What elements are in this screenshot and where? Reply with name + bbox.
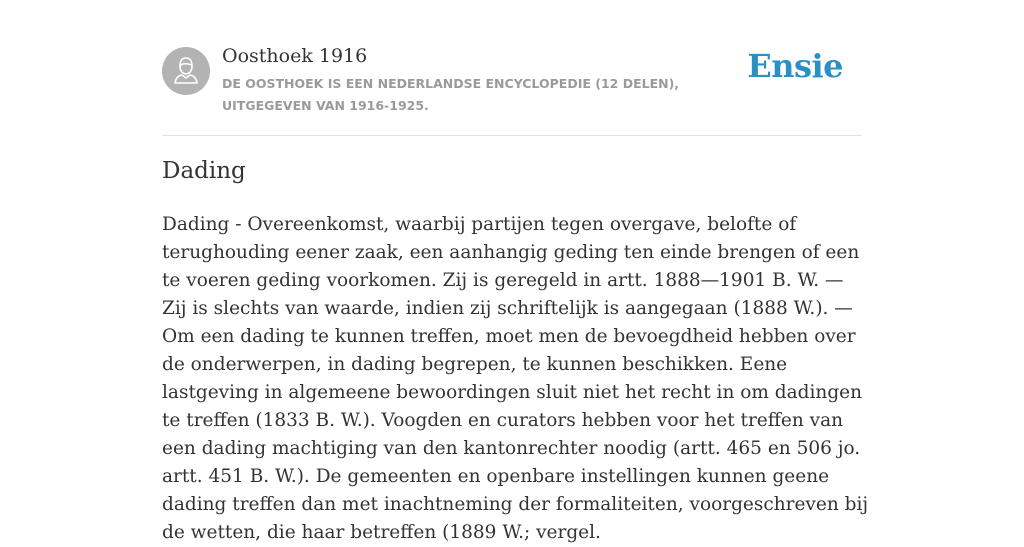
source-description: DE OOSTHOEK IS EEN NEDERLANDSE ENCYCLOPEDIE (12 DELEN), UITGEGEVEN VAN 1916-1925. <box>222 76 680 113</box>
user-avatar-icon[interactable] <box>162 47 210 95</box>
article-body: Dading - Overeenkomst, waarbij partijen tegen overgave, belofte of terughouding eener zaak, een aanhangig geding ten einde brengen of een te voeren geding voorkomen. Zij is geregeld in artt. 1888—1901 B. W. — Zij is slechts van waarde, indien zij schriftelijk is aangegaan (1888 W.). — Om een dading te kunnen treffen, moet men de bevoegdheid hebben over de onderwerpen, in dading begrepen, te kunnen beschikken. Eene lastgeving in algemeene bewoordingen sluit niet het recht in om dadingen te treffen (1833 B. W.). Voogden en curators hebben voor het treffen van een dading machtiging van den kantonrechter noodig (artt. 465 en 506 jo. artt. 451 B. W.). De gemeenten en openbare instellingen kunnen geene dading treffen dan met inachtneming der formaliteiten, voorgeschreven bij de wetten, die haar betreffen (1889 W.; vergel. <box>162 214 869 543</box>
source-title[interactable]: Oosthoek 1916 <box>222 45 368 67</box>
content-container <box>162 0 869 543</box>
article-title: Dading <box>162 158 246 184</box>
ensie-logo-link[interactable]: Ensie <box>747 47 843 85</box>
source-header <box>162 0 862 136</box>
